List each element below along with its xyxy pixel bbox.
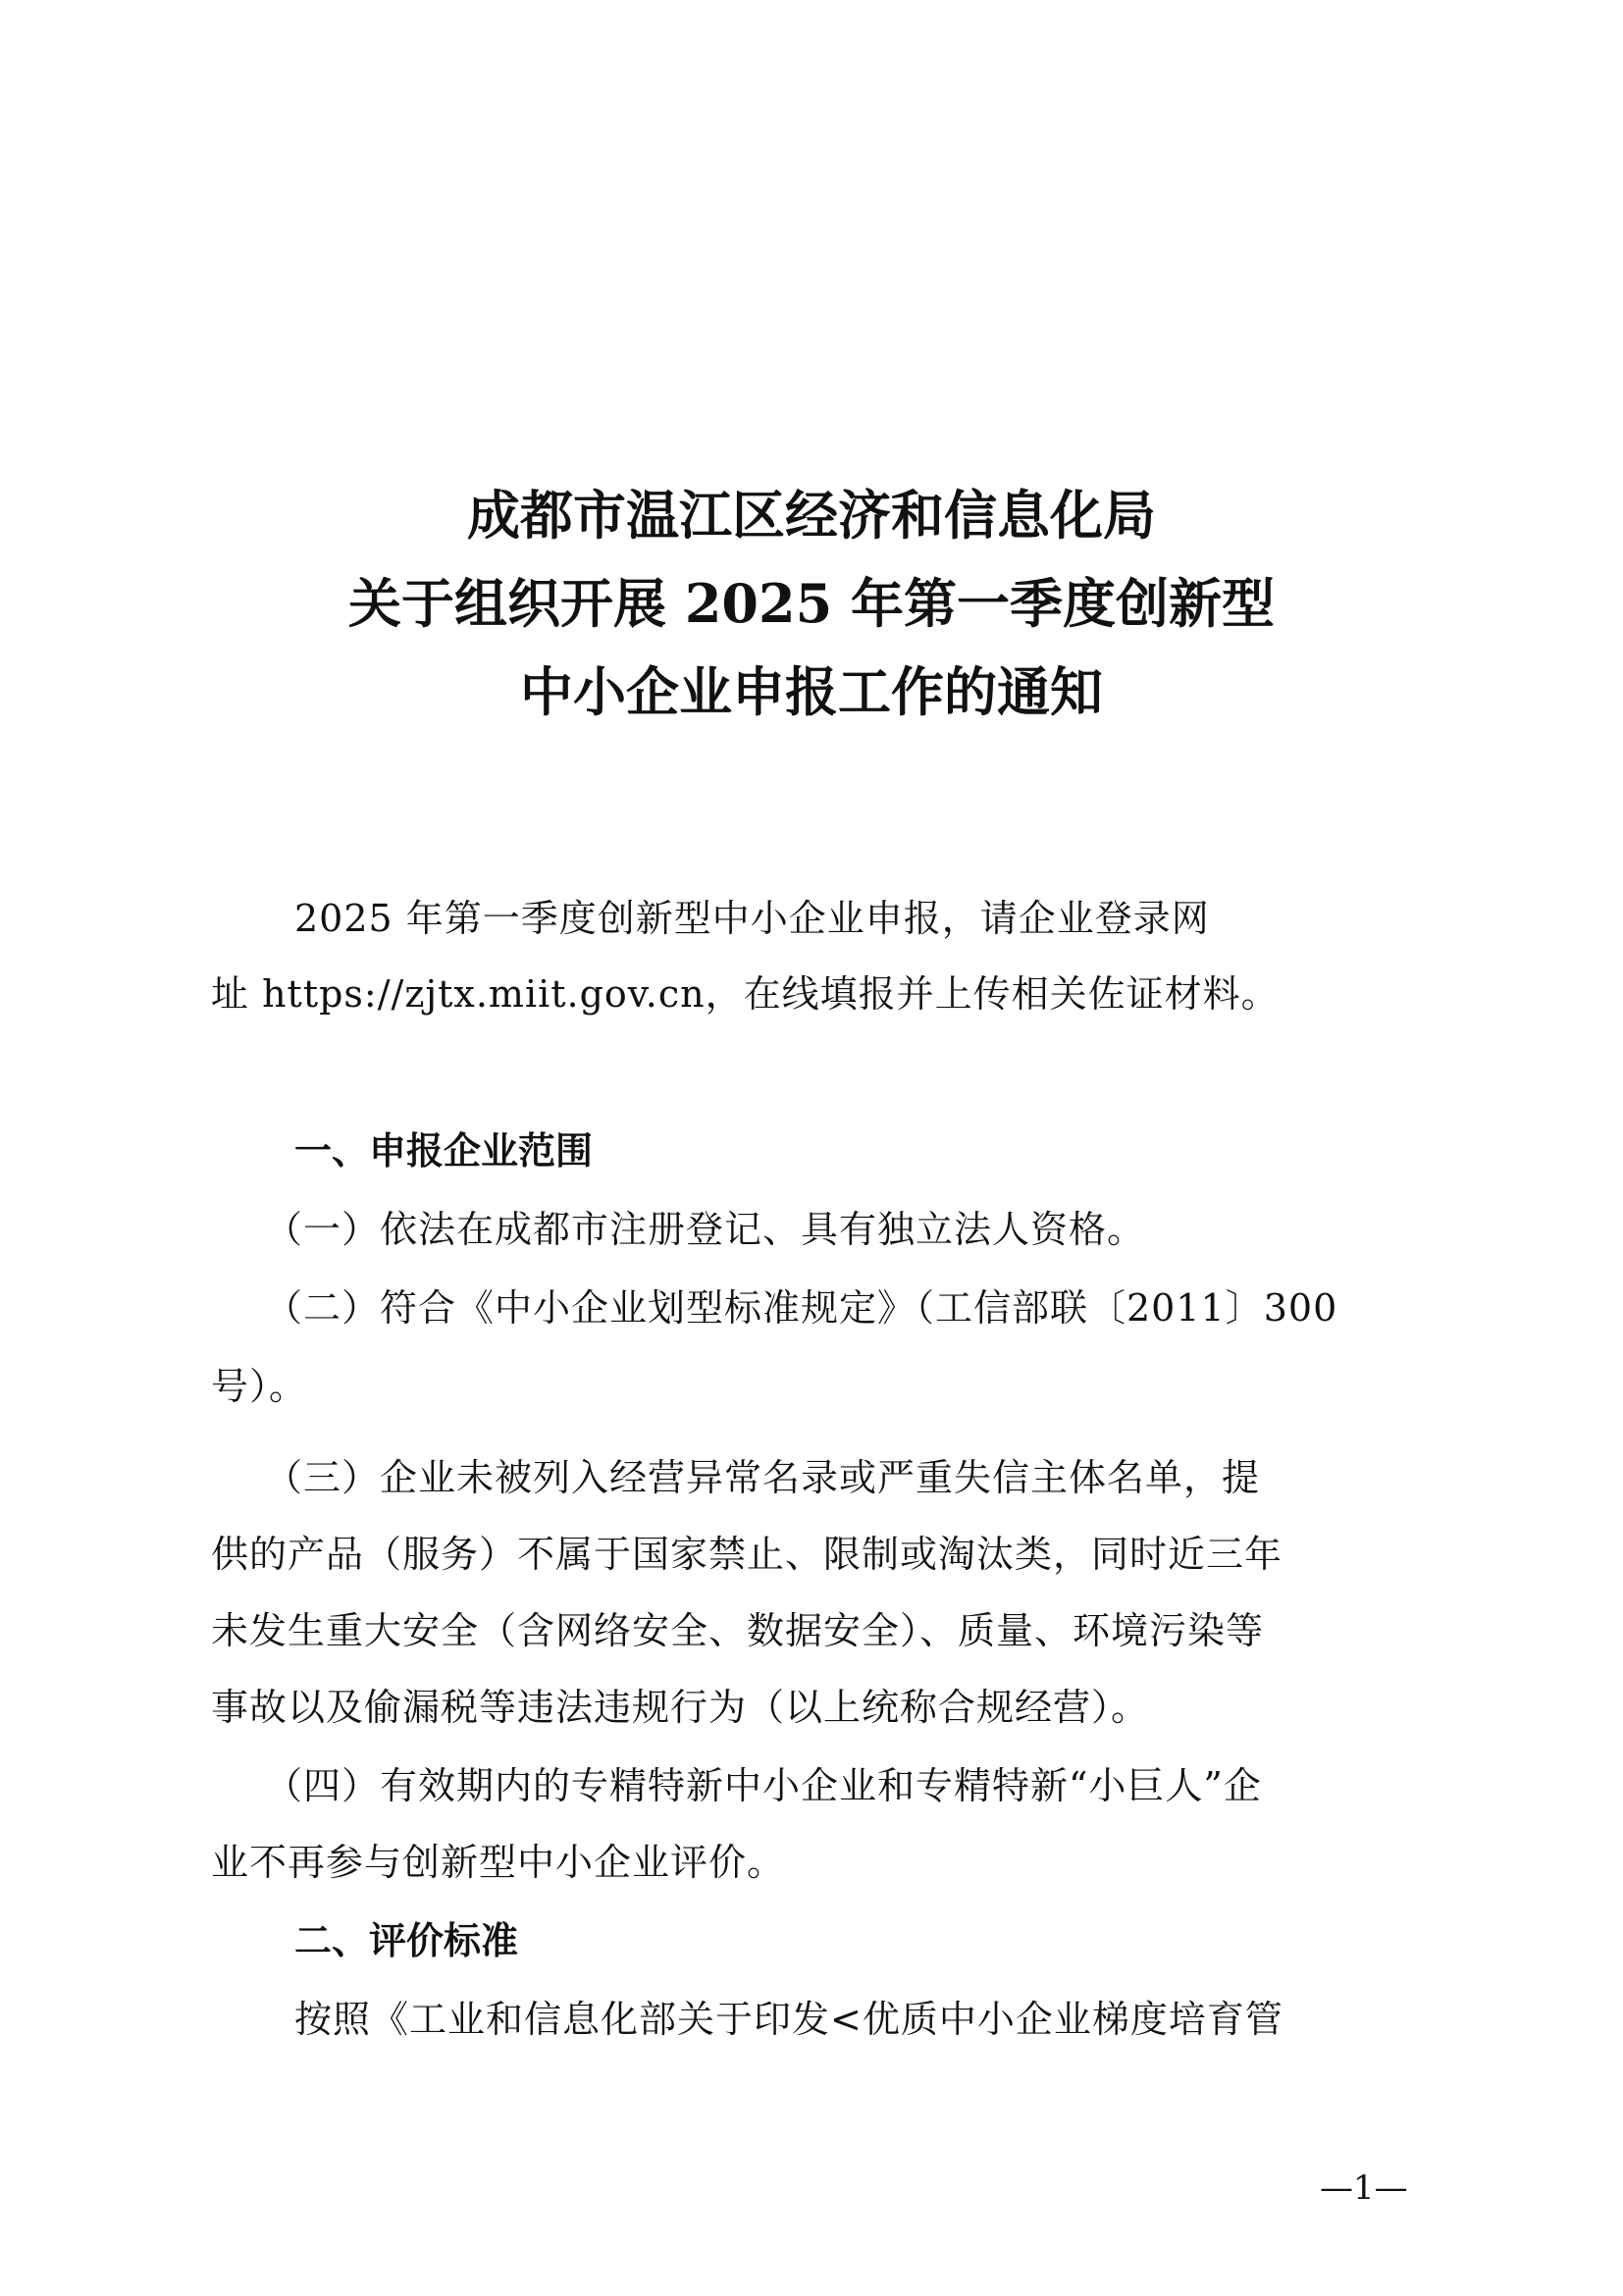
- intro-line-2: 址 https://zjtx.miit.gov.cn，在线填报并上传相关佐证材料。: [211, 972, 1280, 1016]
- title-line-2: 关于组织开展 2025 年第一季度创新型: [348, 572, 1275, 635]
- section1-item3-line2: 供的产品（服务）不属于国家禁止、限制或淘汰类，同时近三年: [211, 1533, 1283, 1576]
- title-line-1: 成都市温江区经济和信息化局: [467, 484, 1156, 547]
- section1-item3-line4: 事故以及偷漏税等违法违规行为（以上统称合规经营）。: [211, 1686, 1150, 1729]
- section-heading-2: 二、评价标准: [294, 1919, 519, 1962]
- section1-item1-line1: （一）依法在成都市注册登记、具有独立法人资格。: [265, 1208, 1146, 1251]
- document-title: [0, 471, 1623, 736]
- section-heading-1: 一、申报企业范围: [294, 1129, 594, 1173]
- section1-item4-line1: （四）有效期内的专精特新中小企业和专精特新“小巨人”企: [265, 1764, 1262, 1807]
- page-number: —1—: [1320, 2168, 1408, 2208]
- section1-item3-line1: （三）企业未被列入经营异常名录或严重失信主体名单，提: [265, 1456, 1261, 1499]
- section1-item4-line2: 业不再参与创新型中小企业评价。: [211, 1841, 786, 1884]
- section1-item2-line2: 号）。: [211, 1365, 308, 1408]
- title-line-3: 中小企业申报工作的通知: [520, 660, 1103, 723]
- intro-line-1: 2025 年第一季度创新型中小企业申报，请企业登录网: [294, 897, 1210, 940]
- section2-line1: 按照《工业和信息化部关于印发<优质中小企业梯度培育管: [294, 1998, 1283, 2041]
- section1-item2-line1: （二）符合《中小企业划型标准规定》（工信部联〔2011〕300: [265, 1286, 1338, 1330]
- section1-item3-line3: 未发生重大安全（含网络安全、数据安全）、质量、环境污染等: [211, 1609, 1265, 1652]
